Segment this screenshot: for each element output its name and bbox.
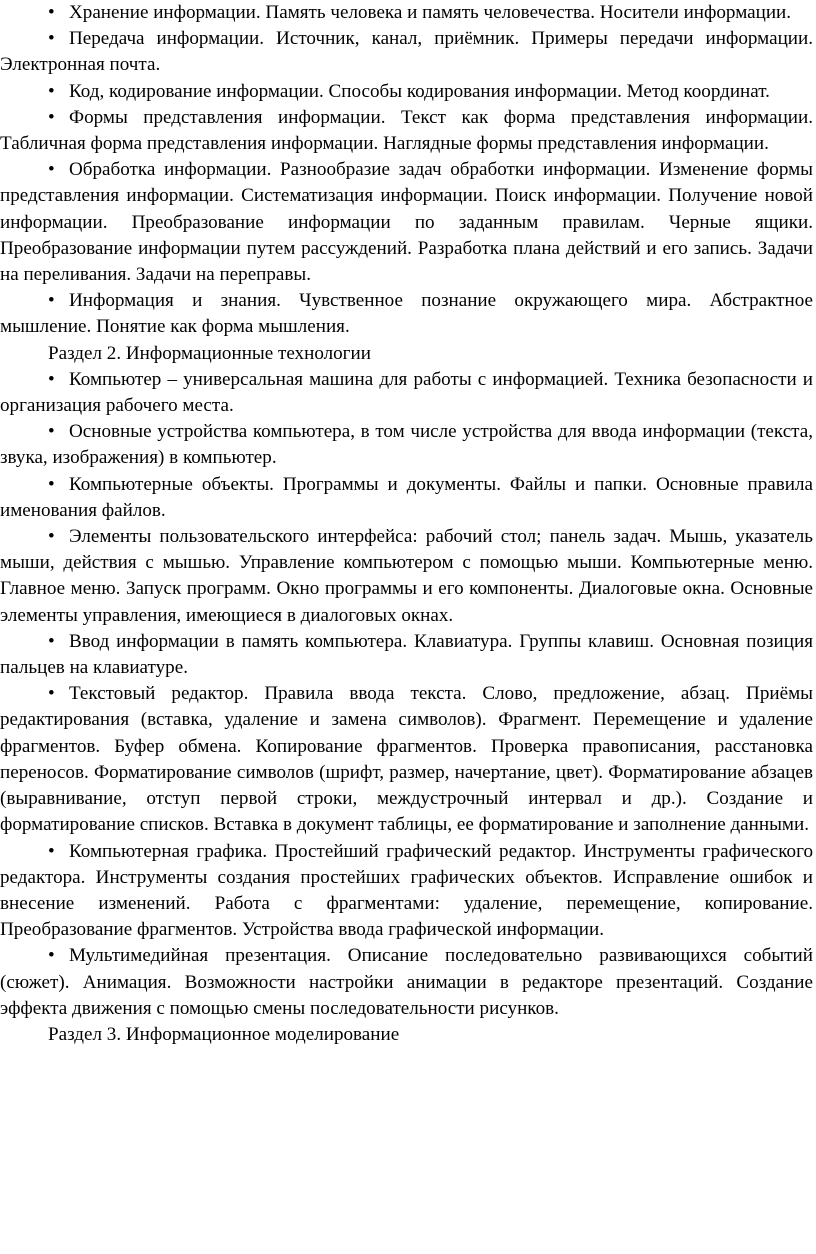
list-item-text: Компьютерная графика. Простейший графический редактор. Инструменты графического редактора. Инструменты создания простейших графических объектов. Исправление ошибок и внесение изменений. Работа с фрагментами: удаление, перемещение, копирование. Преобразование фрагментов. Устройства ввода графической информации. [0, 840, 813, 941]
list-item-text: Формы представления информации. Текст как форма представления информации. Табличная форма представления информации. Наглядные формы представления информации. [0, 106, 813, 155]
list-item [0, 157, 813, 288]
bullet-icon: • [48, 368, 55, 390]
list-item-text: Основные устройства компьютера, в том числе устройства для ввода информации (текста, звука, изображения) в компьютер. [0, 421, 813, 469]
list-item-text: Элементы пользовательского интерфейса: рабочий стол; панель задач. Мышь, указатель мыши, действия с мышью. Управление компьютером с помощью мыши. Компьютерные меню. Главное меню. Запуск программ. Окно программы и его компоненты. Диалоговые окна. Основные элементы управления, имеющиеся в диалоговых окнах. [0, 526, 813, 626]
list-item [0, 681, 813, 838]
bullet-icon: • [48, 28, 55, 50]
list-item [0, 105, 813, 157]
list-item [0, 839, 813, 944]
bullet-icon: • [48, 290, 55, 312]
list-item [0, 472, 813, 524]
list-item-text: Текстовый редактор. Правила ввода текста. Слово, предложение, абзац. Приёмы редактирования (вставка, удаление и замена символов). Фрагмент. Перемещение и удаление фрагментов. Буфер обмена. Копирование фрагментов. Проверка правописания, расстановка переносов. Форматирование символов (шрифт, размер, начертание, цвет). Форматирование абзацев (выравнивание, отступ первой строки, междустрочный интервал и др.). Создание и форматирование списков. Вставка в документ таблицы, ее форматирование и заполнение данными. [0, 683, 813, 836]
list-item [0, 367, 813, 419]
list-item-text: Хранение информации. Память человека и память человечества. Носители информации. [69, 2, 792, 23]
list-item [0, 629, 813, 681]
bullet-icon: • [48, 630, 55, 652]
section-heading: Раздел 2. Информационные технологии [48, 342, 371, 364]
list-item-text: Информация и знания. Чувственное познание окружающего мира. Абстрактное мышление. Понятие как форма мышления. [0, 290, 813, 338]
bullet-icon: • [48, 80, 55, 102]
bullet-icon: • [48, 945, 55, 967]
list-item-text: Передача информации. Источник, канал, приёмник. Примеры передачи информации. Электронная почта. [0, 28, 813, 76]
list-item [0, 524, 813, 629]
bullet-icon: • [48, 421, 55, 443]
bullet-icon: • [48, 840, 55, 862]
list-item [0, 943, 813, 1022]
list-item [0, 0, 813, 26]
list-item [0, 419, 813, 471]
list-item-text: Компьютерные объекты. Программы и документы. Файлы и папки. Основные правила именования файлов. [0, 473, 813, 521]
bullet-icon: • [48, 159, 55, 181]
list-item-text: Мультимедийная презентация. Описание последовательно развивающихся событий (сюжет). Анимация. Возможности настройки анимации в редакторе презентаций. Создание эффекта движения с помощью смены последовательности рисунков. [0, 945, 813, 1019]
list-item [0, 26, 813, 78]
list-item-text: Обработка информации. Разнообразие задач обработки информации. Изменение формы представления информации. Систематизация информации. Поиск информации. Получение новой информации. Преобразование информации по заданным правилам. Черные ящики. Преобразование информации путем рассуждений. Разработка плана действий и его запись. Задачи на переливания. Задачи на переправы. [0, 159, 813, 286]
list-item-text: Код, кодирование информации. Способы кодирования информации. Метод координат. [69, 80, 770, 102]
list-item [0, 288, 813, 340]
bullet-icon: • [48, 473, 55, 495]
bullet-icon: • [48, 683, 55, 705]
bullet-icon: • [48, 2, 55, 23]
bullet-icon: • [48, 106, 55, 128]
section-heading: Раздел 3. Информационное моделирование [48, 1023, 400, 1045]
list-item-text: Компьютер – универсальная машина для работы с информацией. Техника безопасности и организация рабочего места. [0, 368, 813, 417]
list-item [0, 79, 813, 105]
bullet-icon: • [48, 526, 55, 548]
list-item-text: Ввод информации в память компьютера. Клавиатура. Группы клавиш. Основная позиция пальцев на клавиатуре. [0, 630, 813, 679]
